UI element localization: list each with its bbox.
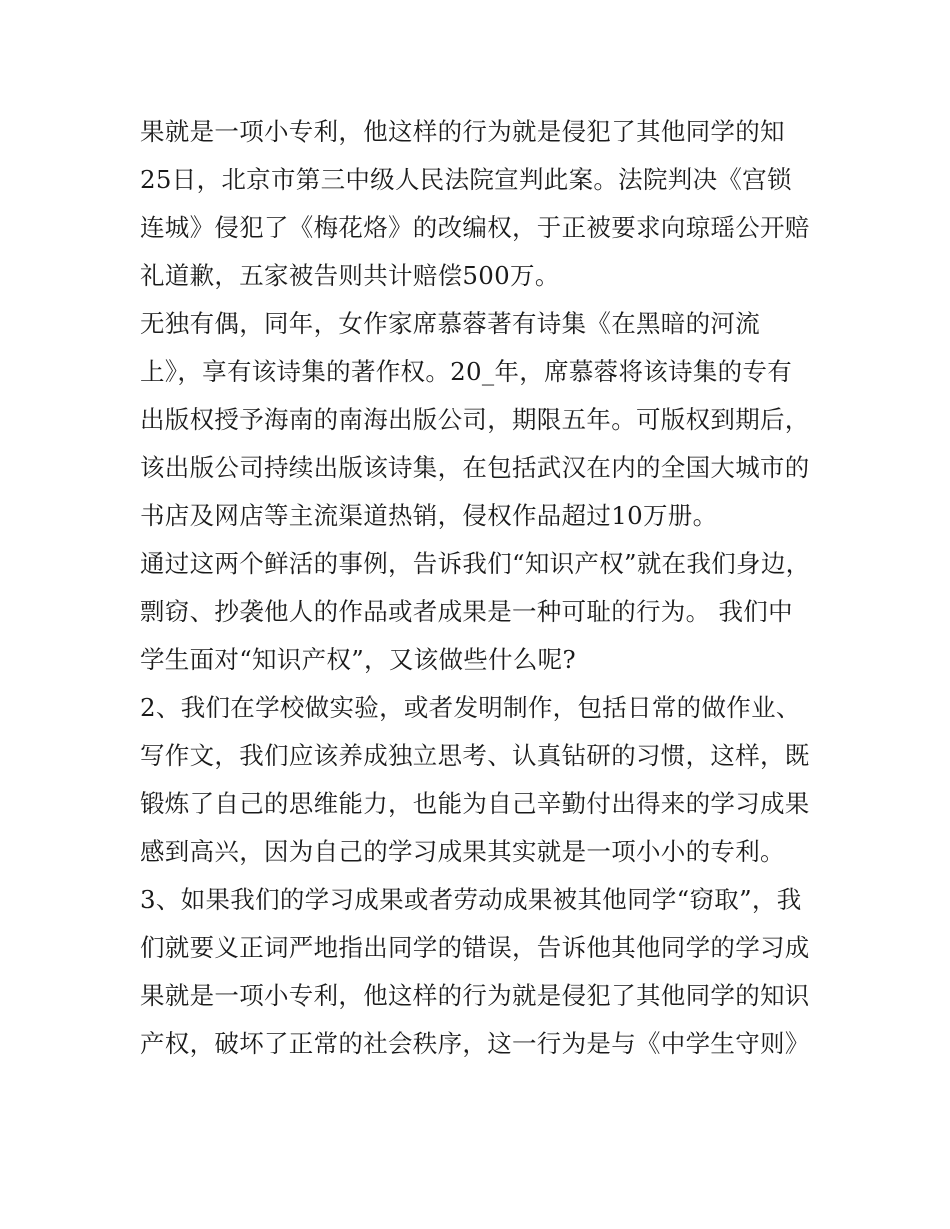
text-line: 2、我们在学校做实验，或者发明制作，包括日常的做作业、 (140, 693, 801, 722)
text-line: 通过这两个鲜活的事例，告诉我们“知识产权”就在我们身边， (140, 549, 811, 578)
body-text (140, 108, 830, 1068)
text-line: 书店及网店等主流渠道热销，侵权作品超过10万册。 (140, 501, 718, 530)
text-line: 3、如果我们的学习成果或者劳动成果被其他同学“窃取”，我 (140, 885, 802, 914)
text-line: 果就是一项小专利，他这样的行为就是侵犯了其他同学的知 (140, 117, 785, 146)
text-line: 们就要义正词严地指出同学的错误，告诉他其他同学的学习成 (140, 933, 810, 962)
text-line: 写作文，我们应该养成独立思考、认真钻研的习惯，这样，既 (140, 741, 810, 770)
text-line: 礼道歉，五家被告则共计赔偿500万。 (140, 261, 560, 290)
text-line: 剽窃、抄袭他人的作品或者成果是一种可耻的行为。 我们中 (140, 597, 793, 626)
text-line: 上》，享有该诗集的著作权。20_年，席慕蓉将该诗集的专有 (140, 357, 793, 386)
text-line: 锻炼了自己的思维能力，也能为自己辛勤付出得来的学习成果 (140, 789, 810, 818)
text-line: 无独有偶，同年，女作家席慕蓉著有诗集《在黑暗的河流 (140, 309, 760, 338)
text-line: 25日，北京市第三中级人民法院宣判此案。法院判决《宫锁 (140, 165, 792, 194)
text-line: 果就是一项小专利，他这样的行为就是侵犯了其他同学的知识 (140, 981, 810, 1010)
text-line: 学生面对“知识产权”，又该做些什么呢? (140, 645, 576, 674)
text-line: 连城》侵犯了《梅花烙》的改编权，于正被要求向琼瑶公开赔 (140, 213, 810, 242)
text-line: 该出版公司持续出版该诗集，在包括武汉在内的全国大城市的 (140, 453, 810, 482)
text-line: 产权，破坏了正常的社会秩序，这一行为是与《中学生守则》 (140, 1029, 810, 1058)
text-line: 出版权授予海南的南海出版公司，期限五年。可版权到期后， (140, 405, 810, 434)
text-line: 感到高兴，因为自己的学习成果其实就是一项小小的专利。 (140, 837, 785, 866)
